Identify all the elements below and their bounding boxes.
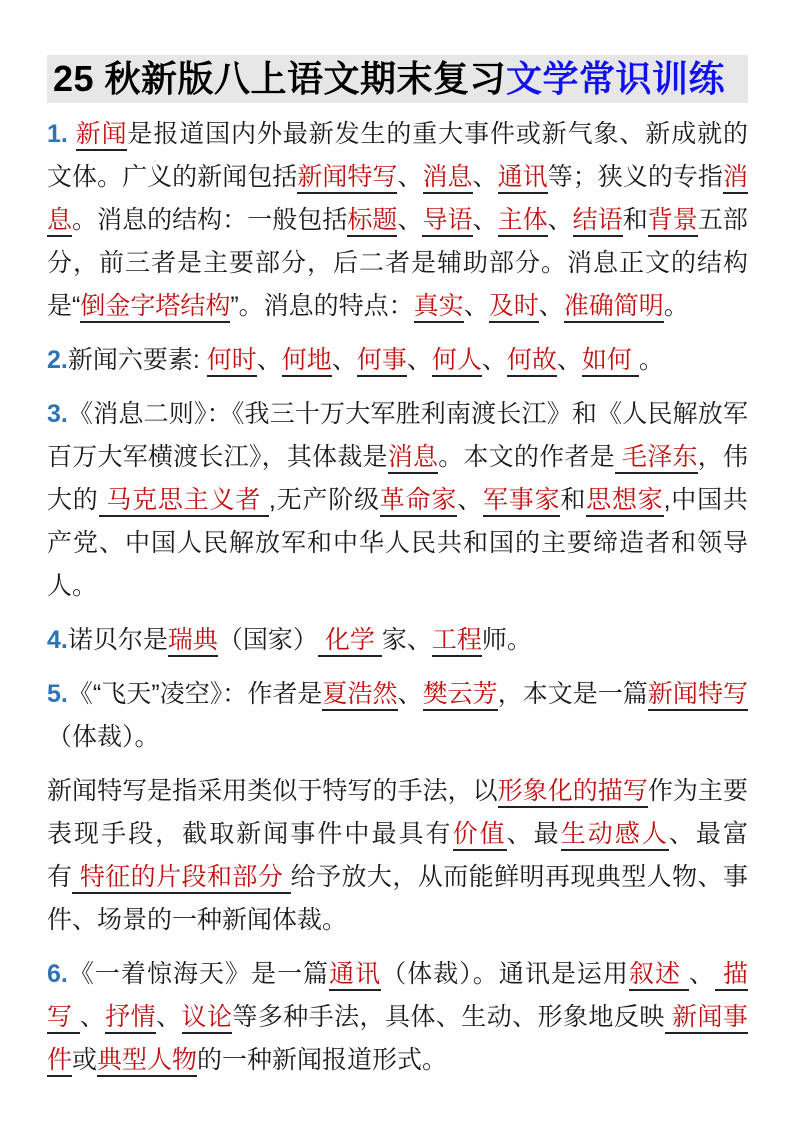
answer-blank: 毛泽东	[615, 443, 698, 474]
text-segment: 五部分，前三者是主要部分，后二者是辅助部分。消息正文的结构是“	[47, 206, 748, 320]
text-segment: 等；狭义的专指	[547, 163, 723, 191]
text-segment: （国家）	[217, 626, 318, 654]
text-segment: 和	[622, 206, 648, 234]
document-body	[47, 113, 748, 1082]
answer-blank: 导语	[422, 206, 472, 237]
text-segment: 。本文的作者是	[438, 443, 615, 471]
text-segment: 、	[397, 163, 423, 191]
page-title	[47, 55, 748, 103]
answer-blank: 主体	[498, 206, 548, 237]
text-segment: 、	[538, 292, 564, 320]
text-segment: 。消息的结构：一般包括	[72, 206, 348, 234]
text-segment: ,中国共产党、中国人民解放军和中华人民共和国的主要缔造者和领导人。	[47, 486, 748, 600]
answer-blank: 夏浩然	[322, 680, 397, 711]
item-5	[47, 673, 748, 759]
answer-blank: 军事家	[483, 486, 560, 517]
text-segment: ，伟大的	[47, 443, 748, 514]
item-number: 4.	[47, 626, 68, 654]
text-segment: 、	[472, 163, 498, 191]
text-segment: 诺贝尔是	[67, 626, 168, 654]
answer-blank: 新闻特写	[297, 163, 397, 194]
text-segment: 、	[79, 1003, 106, 1031]
answer-blank: 新闻特写	[648, 680, 748, 711]
text-segment: 新闻六要素:	[67, 346, 207, 374]
item-number: 6.	[47, 960, 68, 988]
answer-blank: 真实	[414, 292, 464, 323]
text-segment: 给予放大，从而能鲜明再现典型人物、事件、场景的一种新闻体裁。	[47, 863, 748, 934]
item-number: 3.	[47, 400, 68, 428]
answer-blank: 典型人物	[97, 1046, 197, 1077]
answer-blank: 化学	[318, 626, 382, 657]
item-number: 5.	[47, 680, 68, 708]
answer-blank: 何人	[432, 346, 482, 377]
text-segment: （体裁）。	[47, 723, 160, 751]
text-segment: 、	[397, 206, 423, 234]
text-segment: 、	[547, 206, 573, 234]
item-6	[47, 953, 748, 1082]
answer-blank: 及时	[489, 292, 539, 323]
text-segment: 《“飞天”凌空》：作者是	[67, 680, 323, 708]
text-segment: 、	[457, 486, 483, 514]
answer-blank: 通讯	[329, 960, 381, 991]
text-segment: 的一种新闻报道形式。	[197, 1046, 448, 1074]
answer-blank: 如何	[582, 346, 639, 377]
answer-blank: 何时	[207, 346, 257, 377]
item-number: 1.	[47, 120, 76, 148]
text-segment: 、最富有	[47, 820, 748, 891]
answer-blank: 叙述	[629, 960, 689, 991]
text-segment: 、	[156, 1003, 182, 1031]
paragraph-xinwen-texie	[47, 770, 748, 942]
answer-blank: 形象化的描写	[498, 777, 648, 808]
text-segment: ,无产阶级	[268, 486, 380, 514]
answer-blank: 背景	[648, 206, 698, 237]
answer-blank: 通讯	[498, 163, 548, 194]
answer-blank: 新闻	[76, 120, 128, 151]
answer-blank: 消息	[388, 443, 438, 474]
item-2	[47, 339, 748, 382]
answer-blank: 准确简明	[564, 292, 664, 323]
answer-blank: 描写	[47, 960, 748, 1034]
text-segment: 师。	[481, 626, 532, 654]
text-segment: 作为主要表现手段，截取新闻事件中最具有	[47, 777, 748, 848]
answer-blank: 特征的片段和部分	[72, 863, 290, 894]
text-segment: 、	[688, 960, 715, 988]
answer-blank: 瑞典	[168, 626, 218, 657]
answer-blank: 何事	[357, 346, 407, 377]
answer-blank: 何故	[507, 346, 557, 377]
text-segment: 等多种手法，具体、生动、形象地反映	[232, 1003, 665, 1031]
item-3	[47, 393, 748, 608]
answer-blank: 思想家	[586, 486, 663, 517]
answer-blank: 马克思主义者	[99, 486, 269, 517]
text-segment: 、	[481, 346, 507, 374]
item-4	[47, 619, 748, 662]
text-segment: 、	[256, 346, 282, 374]
text-segment: 、	[556, 346, 582, 374]
text-segment: 、	[472, 206, 498, 234]
text-segment: 或	[72, 1046, 98, 1074]
answer-blank: 樊云芳	[423, 680, 498, 711]
answer-blank: 价值	[453, 820, 507, 851]
item-number: 2.	[47, 346, 68, 374]
page-title-blue-part: 文学常识训练	[506, 58, 726, 99]
answer-blank: 倒金字塔结构	[80, 292, 230, 323]
text-segment: 、最	[506, 820, 561, 848]
text-segment: 新闻特写是指采用类似于特写的手法，以	[47, 777, 498, 805]
answer-blank: 工程	[432, 626, 482, 657]
text-segment: 是报道国内外最新发生的重大事件或新气象、新成就的文体。广义的新闻包括	[47, 120, 748, 191]
text-segment: 。	[663, 292, 689, 320]
text-segment: （体裁）。通讯是运用	[381, 960, 629, 988]
text-segment: 、	[331, 346, 357, 374]
text-segment: 。	[638, 346, 664, 374]
text-segment: 、	[463, 292, 489, 320]
answer-blank: 标题	[347, 206, 397, 237]
text-segment: 家、	[381, 626, 432, 654]
text-segment: 和	[560, 486, 587, 514]
answer-blank: 生动感人	[561, 820, 669, 851]
answer-blank: 结语	[573, 206, 623, 237]
answer-blank: 何地	[282, 346, 332, 377]
item-1	[47, 113, 748, 328]
text-segment: 《一着惊海天》是一篇	[67, 960, 330, 988]
answer-blank: 消息	[423, 163, 473, 194]
answer-blank: 消息	[47, 163, 748, 237]
answer-blank: 抒情	[105, 1003, 156, 1034]
text-segment: 《消息二则》：《我三十万大军胜利南渡长江》和《人民解放军百万大军横渡长江》，其体裁是	[47, 400, 748, 471]
text-segment: 、	[406, 346, 432, 374]
text-segment: ，本文是一篇	[497, 680, 648, 708]
page-title-black-part: 25 秋新版八上语文期末复习	[53, 58, 507, 99]
answer-blank: 议论	[182, 1003, 233, 1034]
answer-blank: 新闻事件	[47, 1003, 748, 1077]
text-segment: 、	[397, 680, 423, 708]
text-segment: ”。消息的特点：	[230, 292, 414, 320]
answer-blank: 革命家	[380, 486, 457, 517]
